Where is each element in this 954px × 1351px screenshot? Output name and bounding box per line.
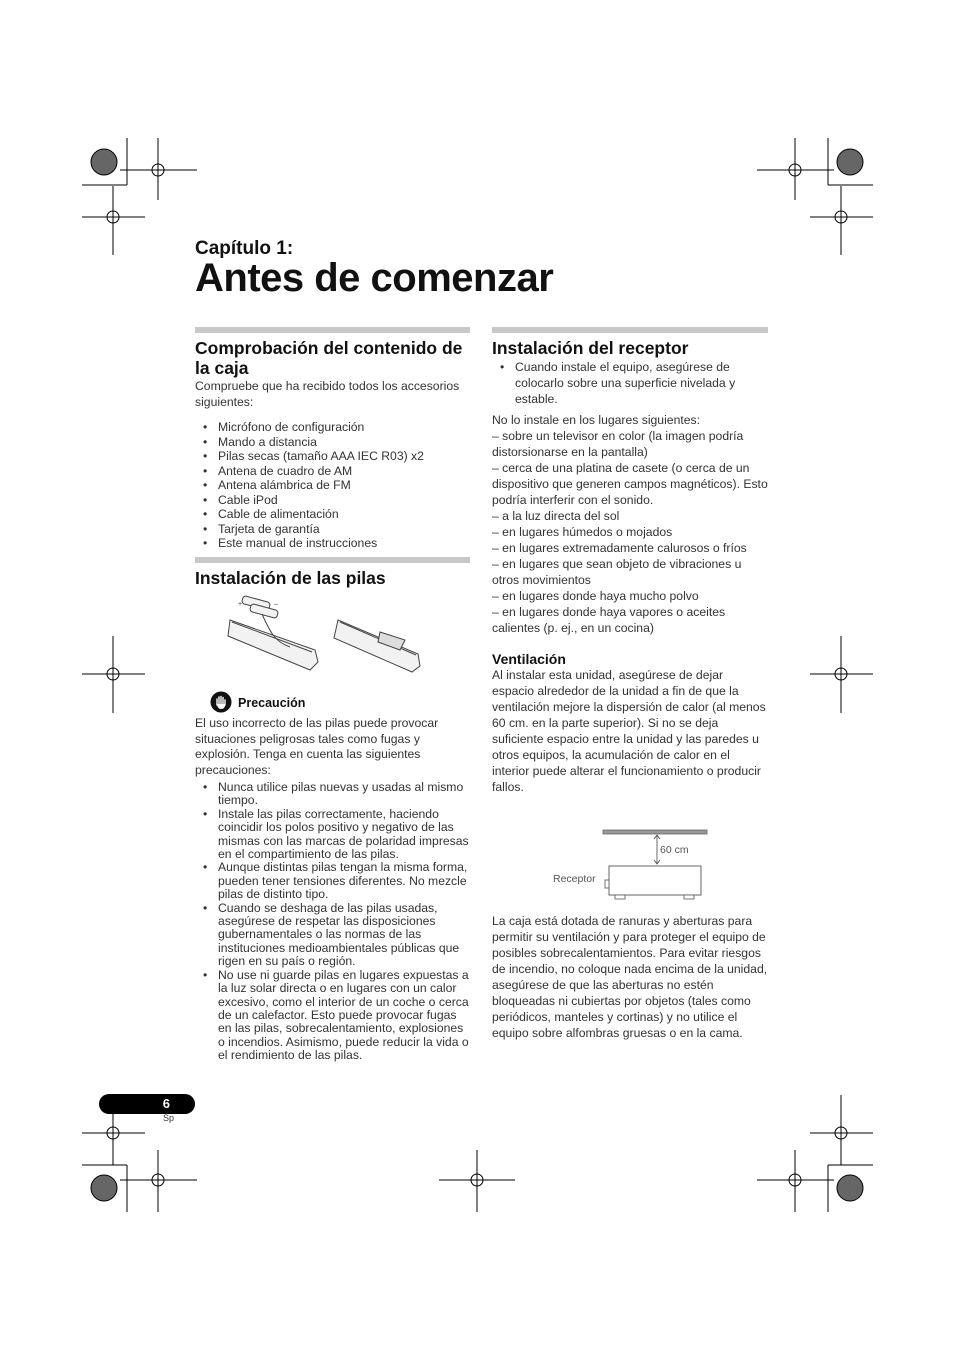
place-item: – a la luz directa del sol [492,509,620,523]
list-item: • Cuando instale el equipo, asegúrese de colocarlo sobre una superficie nivelada y estable. [492,359,768,407]
caution-list [195,781,470,1063]
list-item: • Aunque distintas pilas tengan la misma forma, pueden tener tensiones diferentes. No mezcle pilas de distinto tipo. [195,861,470,901]
list-item: • Mando a distancia [195,435,470,450]
ventilation-heading: Ventilación [492,651,566,667]
caution-icon [210,691,232,713]
section-install [492,338,768,795]
accessory-list [195,420,470,551]
list-item: • Instale las pilas correctamente, haciendo coincidir los polos positivo y negativo de las mismas con las marcas de polaridad impresas en el compartimiento de las pilas. [195,808,470,862]
list-item: • Tarjeta de garantía [195,522,470,537]
ventilation-diagram [550,828,710,904]
list-item: • Nunca utilice pilas nuevas y usadas al mismo tiempo. [195,781,470,808]
section-heading: Instalación de las pilas [195,568,386,588]
chapter-label: Capítulo 1: [195,238,294,259]
install-bullets [492,359,768,407]
place-item: – sobre un televisor en color (la imagen podría distorsionarse en la pantalla) [492,429,744,459]
list-item: • Pilas secas (tamaño AAA IEC R03) x2 [195,449,470,464]
list-item: • No use ni guarde pilas en lugares expuestas a la luz solar directa o en lugares con un calor excesivo, como el interior de un coche o cerca de un calefactor. Esto puede provocar fugas en las pilas, sobrecalentamiento, explosiones o incendios. Asimismo, puede reducir la vida o el rendimiento de las pilas. [195,969,470,1063]
page-number: 6 [99,1094,195,1114]
caution-intro: El uso incorrecto de las pilas puede provocar situaciones peligrosas tales como fugas y explosión. Tenga en cuenta las siguientes precauciones: [195,716,439,777]
place-item: – en lugares donde haya mucho polvo [492,589,699,603]
battery-installation-illustration [220,592,445,687]
ventilation-text: Al instalar esta unidad, asegúrese de dejar espacio alrededor de la unidad a fin de que la ventilación mejore la dispersión de calor (al menos 60 cm. en la parte superior). Si no se deja suficiente espacio entre la unidad y las paredes u otros equipos, la acumulación de calor en el interior puede alterar el funcionamiento o producir fallos. [492,668,766,794]
section-heading: Comprobación del contenido de la caja [195,338,463,378]
list-item: • Antena alámbrica de FM [195,478,470,493]
gap-label: 60 cm [660,844,689,856]
place-item: – en lugares extremadamente calurosos o fríos [492,541,747,555]
caution-block [195,716,470,1063]
section-divider [492,327,768,333]
not-here-intro: No lo instale en los lugares siguientes: [492,413,700,427]
place-item: – en lugares que sean objeto de vibraciones u otros movimientos [492,557,742,587]
unit-label: Receptor [553,873,596,885]
list-item: • Cuando se deshaga de las pilas usadas, asegúrese de respetar las disposiciones gubernamentales o las normas de las instituciones medioambientales públicas que rigen en su país o región. [195,902,470,969]
section-intro: Compruebe que ha recibido todos los accesorios siguientes: [195,379,460,409]
chapter-title: Antes de comenzar [195,256,554,300]
section-divider [195,557,470,563]
caution-label: Precaución [238,696,306,710]
section-divider [195,327,470,333]
place-item: – en lugares húmedos o mojados [492,525,673,539]
language-code: Sp [163,1113,175,1123]
section-contents [195,338,470,551]
section-batteries [195,568,470,588]
closing-text-block [492,913,768,1041]
ventilation-diagram-drawing [550,828,710,904]
list-item: • Cable iPod [195,493,470,508]
svg-text:+: + [238,601,243,608]
place-item: – en lugares donde haya vapores o aceites calientes (p. ej., en un cocina) [492,605,726,635]
list-item: • Cable de alimentación [195,507,470,522]
section-heading: Instalación del receptor [492,338,689,358]
list-item: • Antena de cuadro de AM [195,464,470,479]
place-item: – cerca de una platina de casete (o cerca de un dispositivo que generen campos magnéticos). Esto podría interferir con el sonido. [492,461,768,507]
closing-text: La caja está dotada de ranuras y aberturas para permitir su ventilación y para proteger el equipo de posibles sobrecalentamientos. Para evitar riesgos de incendio, no coloque nada encima de la unidad, asegúrese de que las aberturas no estén bloqueadas ni cubiertas por objetos (tales como periódicos, manteles y cortinas) y no utilice el equipo sobre alfombras gruesas o en la cama. [492,914,768,1040]
list-item: • Micrófono de configuración [195,420,470,435]
svg-text:–: – [274,601,278,608]
list-item: • Este manual de instrucciones [195,536,470,551]
